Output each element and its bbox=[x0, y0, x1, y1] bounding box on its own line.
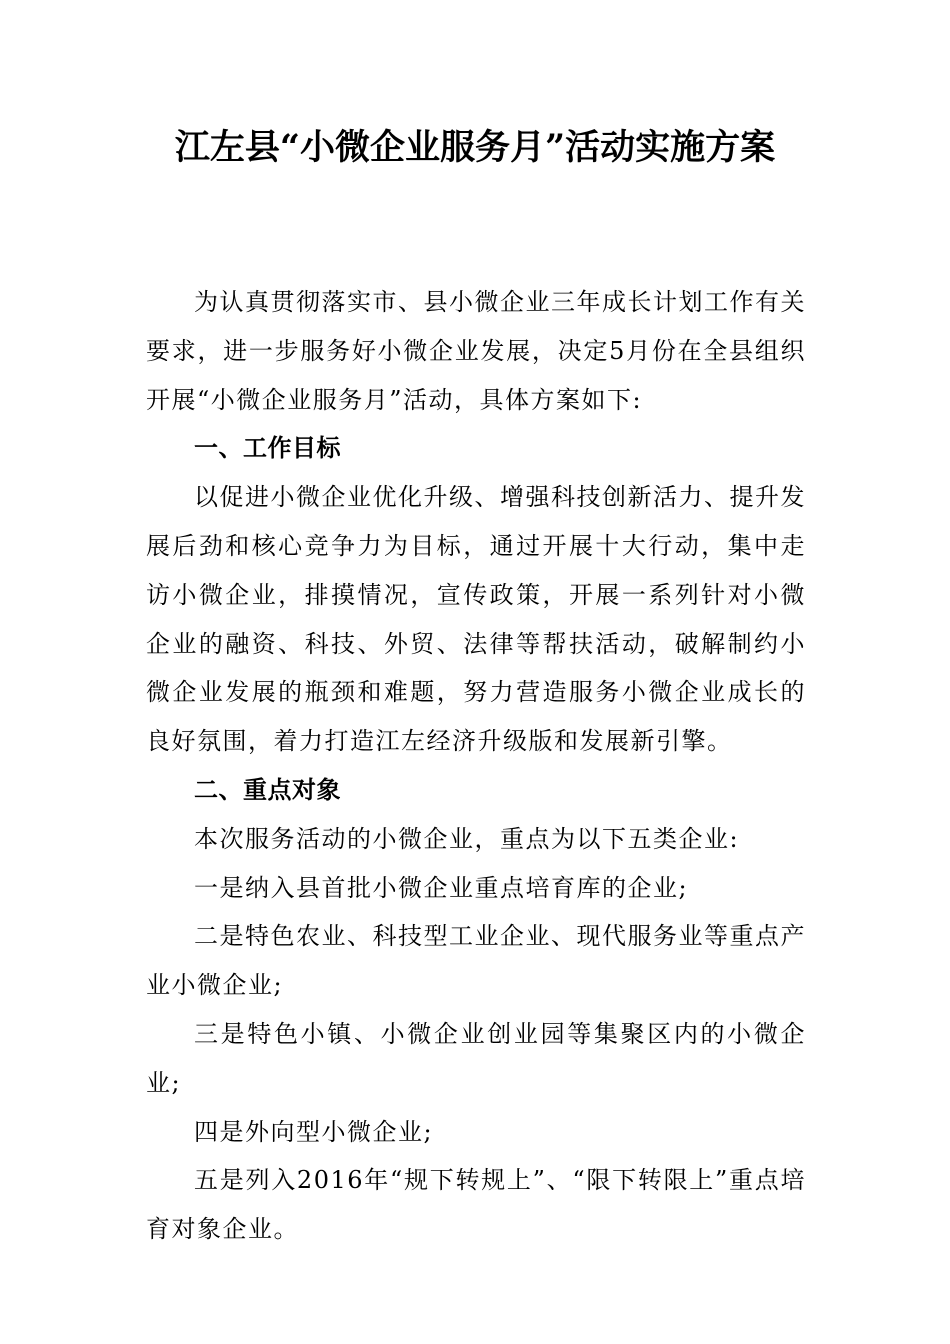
section-heading-goals: 一、工作目标 bbox=[194, 434, 341, 463]
target-item-2: 二是特色农业、科技型工业企业、现代服务业等重点产业小微企业; bbox=[146, 922, 806, 1000]
target-item-1: 一是纳入县首批小微企业重点培育库的企业; bbox=[194, 873, 689, 902]
document-title: 江左县“小微企业服务月”活动实施方案 bbox=[174, 127, 776, 168]
target-item-4: 四是外向型小微企业; bbox=[194, 1117, 434, 1146]
section-heading-targets: 二、重点对象 bbox=[194, 775, 341, 804]
target-item-5: 五是列入2016年“规下转规上”、“限下转限上”重点培育对象企业。 bbox=[146, 1166, 806, 1244]
document-body bbox=[146, 278, 806, 1254]
goals-paragraph: 以促进小微企业优化升级、增强科技创新活力、提升发展后劲和核心竞争力为目标，通过开展十大行动，集中走访小微企业，排摸情况，宣传政策，开展一系列针对小微企业的融资、科技、外贸、法律等帮扶活动，破解制约小微企业发展的瓶颈和难题，努力营造服务小微企业成长的良好氛围，着力打造江左经济升级版和发展新引擎。 bbox=[146, 483, 806, 756]
target-item-3: 三是特色小镇、小微企业创业园等集聚区内的小微企业; bbox=[146, 1019, 806, 1097]
intro-paragraph: 为认真贯彻落实市、县小微企业三年成长计划工作有关要求，进一步服务好小微企业发展，决定5月份在全县组织开展“小微企业服务月”活动，具体方案如下: bbox=[146, 288, 806, 414]
targets-intro-paragraph: 本次服务活动的小微企业，重点为以下五类企业: bbox=[194, 824, 740, 853]
